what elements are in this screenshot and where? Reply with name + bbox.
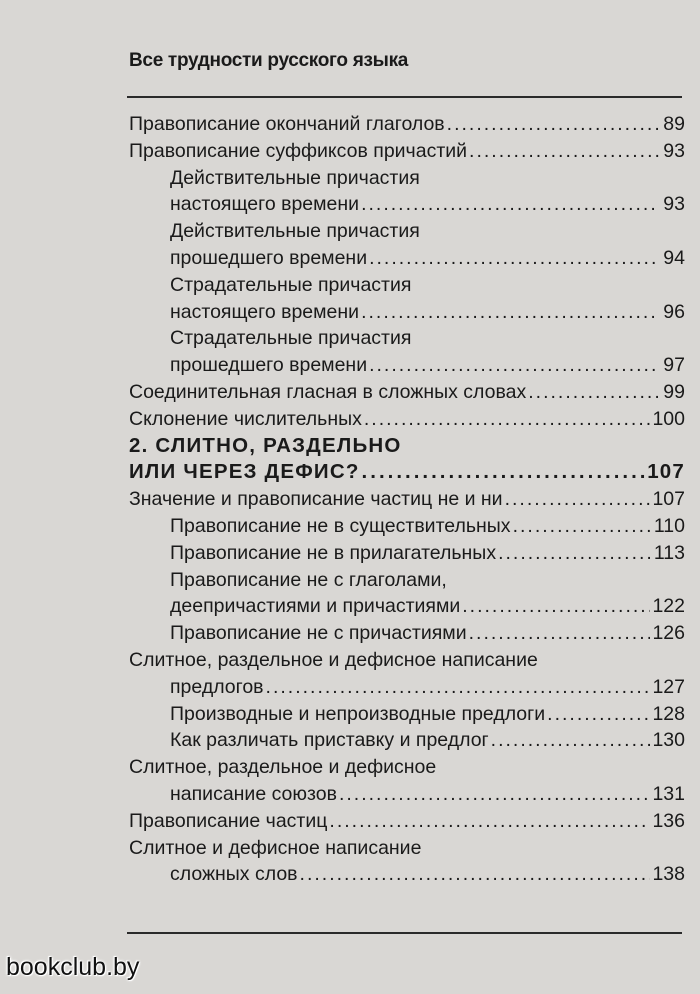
toc-entry-title: сложных слов — [170, 863, 298, 886]
dot-leader — [364, 406, 651, 433]
toc-entry-title: написание союзов — [170, 782, 337, 805]
toc-entry — [129, 406, 685, 433]
toc-entry — [129, 513, 685, 540]
toc-entry — [129, 272, 685, 299]
dot-leader — [266, 674, 651, 701]
toc-entry — [129, 540, 685, 567]
toc-page-number: 131 — [652, 782, 685, 805]
toc-entry-title: Действительные причастия — [170, 166, 420, 189]
dot-leader — [447, 111, 659, 138]
toc-entry-title: Склонение числительных — [129, 407, 362, 430]
dot-leader — [362, 459, 646, 486]
toc-entry — [129, 299, 685, 326]
toc-section-heading — [129, 433, 685, 460]
running-header: Все трудности русского языка — [129, 50, 409, 71]
toc-entry-title: Правописание частиц — [129, 809, 328, 832]
toc-entry — [129, 781, 685, 808]
watermark: bookclub.by — [6, 953, 140, 981]
toc-entry — [129, 593, 685, 620]
toc-entry — [129, 352, 685, 379]
toc-entry-title: Страдательные причастия — [170, 273, 412, 296]
toc-page-number: 96 — [663, 300, 685, 323]
footer-rule — [127, 932, 682, 934]
toc-entry — [129, 701, 685, 728]
dot-leader — [361, 191, 659, 218]
toc-entry — [129, 754, 685, 781]
toc-entry — [129, 379, 685, 406]
toc-page-number: 110 — [653, 514, 685, 537]
toc-entry-title: настоящего времени — [170, 300, 360, 323]
toc-entry — [129, 567, 685, 594]
toc-entry — [129, 727, 685, 754]
toc-page-number: 89 — [663, 113, 685, 135]
dot-leader — [469, 138, 659, 165]
table-of-contents — [129, 111, 685, 888]
toc-entry — [129, 486, 685, 513]
toc-entry — [129, 138, 685, 165]
toc-entry-title: Как различать приставку и предлог — [170, 729, 489, 752]
toc-entry-title: Производные и непроизводные предлоги — [170, 702, 546, 725]
dot-leader — [498, 540, 652, 567]
dot-leader — [491, 727, 651, 754]
dot-leader — [462, 593, 650, 620]
toc-entry-title: Правописание не в существительных — [170, 514, 511, 537]
toc-page-number: 93 — [663, 193, 685, 216]
dot-leader — [369, 352, 659, 379]
dot-leader — [547, 701, 650, 728]
toc-entry — [129, 245, 685, 272]
toc-entry-title: Значение и правописание частиц не и ни — [129, 488, 503, 511]
dot-leader — [361, 299, 659, 326]
dot-leader — [369, 245, 659, 272]
dot-leader — [329, 808, 650, 835]
toc-entry-title: Правописание не с глаголами, — [170, 568, 447, 591]
toc-page-number: 136 — [652, 809, 685, 832]
toc-entry — [129, 620, 685, 647]
toc-entry — [129, 111, 685, 138]
dot-leader — [339, 781, 651, 808]
toc-entry-title: Правописание не в прилагательных — [170, 541, 497, 564]
dot-leader — [513, 513, 652, 540]
toc-entry-title: Слитное, раздельное и дефисное написание — [129, 648, 538, 671]
toc-entry-title: Слитное и дефисное написание — [129, 836, 422, 859]
toc-entry — [129, 218, 685, 245]
toc-page-number: 94 — [663, 246, 685, 269]
toc-page-number: 126 — [652, 622, 685, 645]
toc-entry — [129, 808, 685, 835]
toc-entry-title: 2. СЛИТНО, РАЗДЕЛЬНО — [129, 433, 402, 457]
toc-page-number: 128 — [652, 702, 685, 725]
dot-leader — [528, 379, 659, 406]
toc-page-number: 97 — [663, 354, 685, 377]
toc-page-number: 138 — [652, 863, 685, 886]
toc-entry — [129, 835, 685, 862]
toc-entry — [129, 674, 685, 701]
toc-section-heading — [129, 459, 685, 486]
toc-entry-title: Правописание окончаний глаголов — [129, 113, 445, 135]
toc-page-number: 113 — [653, 541, 685, 564]
toc-entry-title: деепричастиями и причастиями — [170, 595, 461, 618]
toc-entry — [129, 325, 685, 352]
header-rule — [127, 96, 682, 98]
toc-entry — [129, 647, 685, 674]
toc-entry-title: Действительные причастия — [170, 220, 420, 243]
dot-leader — [300, 861, 651, 888]
toc-page-number: 107 — [647, 460, 685, 484]
toc-page-number: 127 — [652, 675, 685, 698]
toc-entry-title: Правописание суффиксов причастий — [129, 139, 468, 162]
toc-page-number: 107 — [652, 488, 685, 511]
toc-entry-title: прошедшего времени — [170, 246, 368, 269]
toc-entry-title: предлогов — [170, 675, 264, 698]
toc-page-number: 93 — [663, 139, 685, 162]
toc-entry-title: прошедшего времени — [170, 354, 368, 377]
toc-entry-title: Слитное, раздельное и дефисное — [129, 756, 437, 779]
toc-entry-title: Соединительная гласная в сложных словах — [129, 380, 527, 403]
dot-leader — [505, 486, 651, 513]
toc-entry-title: Страдательные причастия — [170, 327, 412, 350]
toc-entry — [129, 191, 685, 218]
toc-entry-title: Правописание не с причастиями — [170, 622, 467, 645]
toc-page-number: 100 — [652, 407, 685, 430]
toc-entry-title: настоящего времени — [170, 193, 360, 216]
toc-page-number: 130 — [652, 729, 685, 752]
toc-page-number: 99 — [663, 380, 685, 403]
dot-leader — [469, 620, 651, 647]
toc-page-number: 122 — [652, 595, 685, 618]
toc-entry-title: ИЛИ ЧЕРЕЗ ДЕФИС? — [129, 460, 360, 484]
toc-entry — [129, 861, 685, 888]
toc-entry — [129, 165, 685, 192]
